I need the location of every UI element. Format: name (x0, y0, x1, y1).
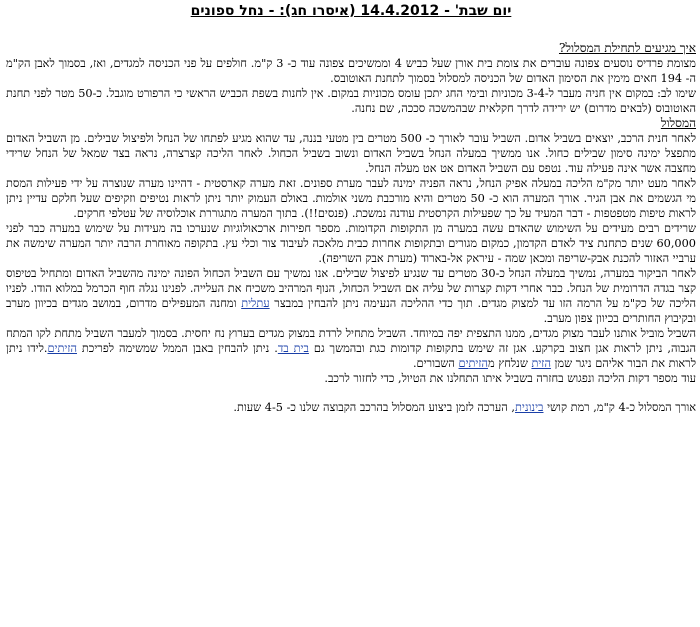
route-paragraph-5-text: השביל מוביל אותנו לעבר מצוק מגדים, ממנו התצפית יפה במיוחד. השביל מתחיל לרדת במצוק מגדים בערוץ נח יחסית. בסמוך למעבר השביל מתחת לקו המתח הגבוה, ניתן לראות אגן חצוב בקרקע. אגן זה שימש בתקופות קדומות כגת ובהמשך גם (6, 327, 696, 355)
route-paragraph-4-end: ומחנה המעפילים מדרום, במושב מגדים בכיוון מערב ובקיבוץ החותרים בכיוון צפון מערב. (6, 297, 696, 325)
olive-oil-link[interactable]: הזית (531, 357, 551, 370)
route-paragraph-3: שרידים רבים מעידים על השימוש שהאדם עשה במערה מן התקופות הקדומות. מספר חפירות ארכאולוגיות שנערכו בה מעידות על שימוש במערה כבר לפני 60,000 שנים כתחנת ציד לאדם הקדמון, כמקום מגורים ובתקופות אחרות כבית מלאכה לעיבוד צור וכלי עץ. בתקופה מאוחרת הרבה יותר המערה שימשה את ערביי האזור להכנת אבק-שריפה ומכאן שמה - עיראק אל-בארוד (מערת אבק השריפה). (6, 222, 696, 265)
summary-end: , הערכה לזמן ביצוע המסלול בהרכב הקבוצה שלנו כ- 4-5 שעות. (233, 401, 515, 414)
route-paragraph-5-mid: . ניתן להבחין באבן הממל שמשימה לפריכת (77, 342, 278, 355)
document-page (0, 3, 700, 627)
page-title: יום שבת' - 14.4.2012 (איסרו חג): - נחל ספונים (190, 3, 512, 19)
route-paragraph-2: לאחר מעט יותר מק"מ הליכה במעלה אפיק הנחל, נראה הפניה ימינה לעבר מערת ספונים. זאת מערה קארסטית - דהיינו מערה שנוצרה על ידי פעילות המסת מי הגשמים את אבן הגיר. אורך המערה הוא כ- 50 מטרים והיא מורכבת משני אולמות. באולם העמוק יותר ניתן לראות נטיפים וזקיפים שעל חלקם עדיין ניתן לראות טיפות מטפטפות - דבר המעיד על כך שפעילות הקרסטית עודנה נמשכת. (פנסים!!). בתוך המערה מתגוררת אוכלוסיה של עטלפי חרקים. (6, 177, 696, 220)
olives-link-2[interactable]: הזיתים (458, 357, 489, 370)
summary-text: אורך המסלול כ-4 ק"מ, רמת קושי (543, 401, 696, 414)
route-paragraph-5-mid2: .לידו ניתן לראות את הבור אליהם ניגר שמן (6, 342, 696, 370)
difficulty-link[interactable]: בינונית (515, 401, 544, 414)
route-heading: המסלול (660, 116, 696, 130)
route-paragraph-5-mid3: שנלחץ מ (488, 357, 532, 370)
access-paragraph-1: מצומת פרדיס נוסעים צפונה עוברים את צומת בית אורן שעל כביש 4 וממשיכים צפונה עוד כ- 3 ק"מ. חולפים על פני הכניסה למגדים, ואז, בסמוך לאבן הק"מ ה- 194 חאים מימין את הסימון האדום של הכניסה למסלול בסמוך לתחנת האוטובס. (6, 57, 697, 85)
olives-link[interactable]: הזיתים (47, 342, 77, 355)
atlit-link[interactable]: עתלית (241, 297, 270, 310)
access-heading: איך מגיעים לתחילת המסלול? (558, 41, 696, 55)
beit-bad-link[interactable]: בית בד (277, 342, 309, 355)
route-paragraph-5-end: השבורים. (412, 357, 459, 370)
route-paragraph-4-text: לאחר הביקור במערה, נמשיך במעלה הנחל כ-30 מטרים עד שנגיע לפיצול שבילים. אנו נמשיך עם השביל הכחול הפונה ימינה מהשביל האדום ומתחיל בטיפוס קצר בגדה הדרומית של הנחל. כבר אחרי דקות קצרות של עליה אם השביל הכחול, הנוף המרהיב משכיח את העלייה. לפנינו נגלה חוף הכרמל במלוא הודו. לפניו הליכה של כק"מ על הרמה הזו עד למצוק מגדים. תוך כדי ההליכה הנעימה ניתן להבחין במבצר (6, 267, 696, 310)
access-paragraph-2: שימו לב: במקום אין חניה מעבר ל-3-4 מכוניות ובימי החג יתכן עומס מכוניות במקום. אין לחנות בשפת הכביש הראשי כי הרפורט מוגבל. כ-50 מטר לפני תחנת האוטובוס (לבאים מדרום) יש ירידה לדרך חקלאית שבהמשכה סככה, שם נחנה. (6, 87, 696, 115)
route-paragraph-4 (6, 266, 696, 326)
route-paragraph-1: לאחר חנית הרכב, יוצאים בשביל אדום. השביל עובר לאורך כ- 500 מטרים בין מטעי בננה, עד שהוא מגיע לפתחו של הנחל ולפיצול שבילים. מן השביל האדום מתפצל ימינה סימון שבילים כחול. אנו ממשיך במעלה הנחל בשביל האדום ונשוב בשביל הכחול. לאחר הליכה קצרצרה, נראה בצד שמאל של הנחל שרידי מחצבה אשר אינה פעילה עוד. נטפס עם השביל האדום אט אט מעלה הנחל. (6, 132, 696, 175)
route-paragraph-6: עוד מספר דקות הליכה ונפגוש בחזרה בשביל איתו התחלנו את הטיול, כדי לחזור לרכב. (324, 372, 696, 385)
route-paragraph-5 (6, 326, 696, 371)
summary-paragraph (6, 400, 696, 415)
